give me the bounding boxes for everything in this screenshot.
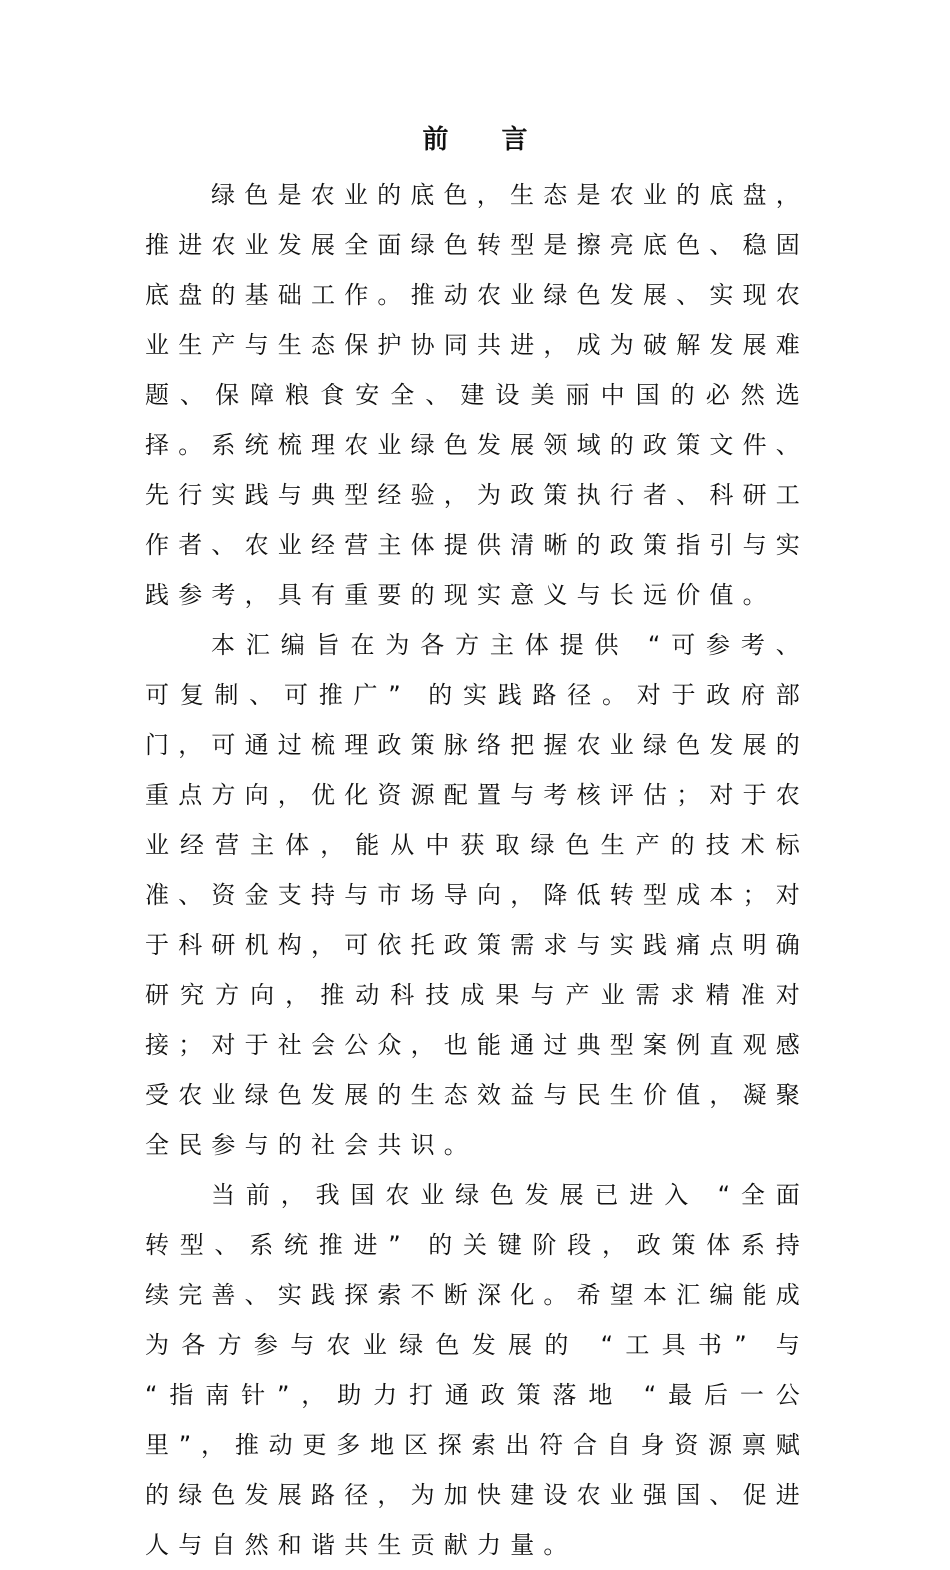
document-body [145, 170, 809, 1570]
paragraph-1: 绿色是农业的底色，生态是农业的底盘，推进农业发展全面绿色转型是擦亮底色、稳固底盘的基础工作。推动农业绿色发展、实现农业生产与生态保护协同共进，成为破解发展难题、保障粮食安全、建设美丽中国的必然选择。系统梳理农业绿色发展领域的政策文件、先行实践与典型经验，为政策执行者、科研工作者、农业经营主体提供清晰的政策指引与实践参考，具有重要的现实意义与长远价值。 [145, 181, 809, 609]
paragraph-3: 当前，我国农业绿色发展已进入 “全面转型、系统推进” 的关键阶段，政策体系持续完善、实践探索不断深化。希望本汇编能成为各方参与农业绿色发展的 “工具书” 与 “指南针”，助力打通政策落地 “最后一公里”，推动更多地区探索出符合自身资源禀赋的绿色发展路径，为加快建设农业强国、促进人与自然和谐共生贡献力量。 [145, 1181, 809, 1559]
paragraph-2: 本汇编旨在为各方主体提供 “可参考、可复制、可推广” 的实践路径。对于政府部门，可通过梳理政策脉络把握农业绿色发展的重点方向，优化资源配置与考核评估；对于农业经营主体，能从中获取绿色生产的技术标准、资金支持与市场导向，降低转型成本；对于科研机构，可依托政策需求与实践痛点明确研究方向，推动科技成果与产业需求精准对接；对于社会公众，也能通过典型案例直观感受农业绿色发展的生态效益与民生价值，凝聚全民参与的社会共识。 [145, 631, 809, 1159]
page-title: 前 言 [422, 125, 550, 155]
